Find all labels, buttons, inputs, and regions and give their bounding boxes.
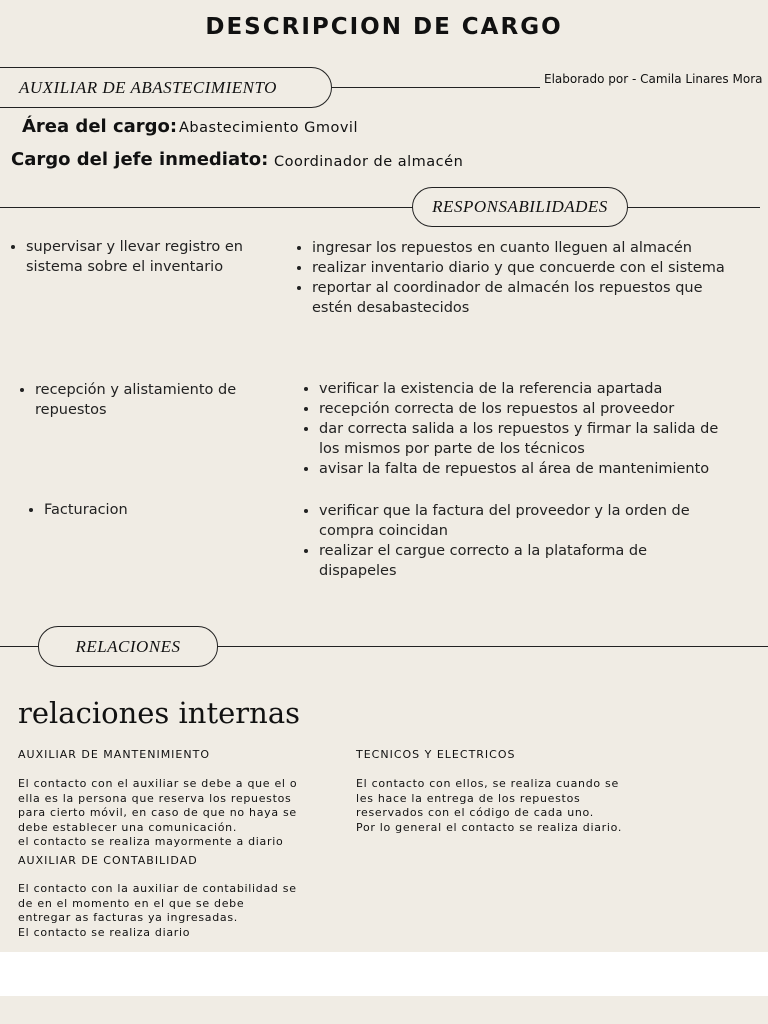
- cargo-pill: [0, 67, 332, 108]
- responsibility-main-item: • Facturacion: [44, 500, 244, 520]
- elaborado-por: Elaborado por - Camila Linares Mora: [544, 72, 763, 86]
- next-page-edge: [0, 996, 768, 1024]
- relation-text: El contacto con la auxiliar de contabilidad se de en el momento en el que se debe entregar as facturas ya ingresadas. El contacto se realiza diario: [18, 882, 297, 939]
- responsibility-main-item: • supervisar y llevar registro en sistema sobre el inventario: [26, 237, 291, 277]
- responsibility-detail-item: • reportar al coordinador de almacén los repuestos que estén desabastecidos: [312, 278, 732, 318]
- cargo-name: AUXILIAR DE ABASTECIMIENTO: [19, 77, 277, 97]
- responsibility-detail-item: • verificar que la factura del proveedor y la orden de compra coincidan: [319, 501, 729, 541]
- responsibility-detail-list: [294, 238, 732, 318]
- relaciones-internas-title: relaciones internas: [18, 696, 300, 730]
- jefe-value: Coordinador de almacén: [274, 154, 464, 170]
- document-title: DESCRIPCION DE CARGO: [205, 14, 563, 40]
- responsibility-main-list: [17, 380, 280, 420]
- responsibility-main-item: • recepción y alistamiento de repuestos: [35, 380, 280, 420]
- relation-text: El contacto con el auxiliar se debe a que el o ella es la persona que reserva los repuestos para cierto móvil, en caso de que no haya se debe establecer una comunicación. el contacto se realiza mayormente a diario: [18, 777, 298, 849]
- relation-text: El contacto con ellos, se realiza cuando se les hace la entrega de los repuestos reservados con el código de cada uno. Por lo general el contacto se realiza diario.: [356, 777, 623, 834]
- responsibility-main-list: [26, 500, 244, 520]
- responsibility-detail-item: • ingresar los repuestos en cuanto lleguen al almacén: [312, 238, 732, 258]
- relation-title: TECNICOS Y ELECTRICOS: [356, 748, 516, 761]
- responsabilidades-heading: RESPONSABILIDADES: [432, 197, 608, 216]
- relation-title: AUXILIAR DE MANTENIMIENTO: [18, 748, 210, 761]
- relation-title: AUXILIAR DE CONTABILIDAD: [18, 854, 198, 867]
- divider-line: [330, 87, 540, 88]
- responsibility-detail-item: • recepción correcta de los repuestos al proveedor: [319, 399, 739, 419]
- responsibility-detail-item: • realizar inventario diario y que concuerde con el sistema: [312, 258, 732, 278]
- responsabilidades-pill: [412, 187, 628, 227]
- relaciones-heading: RELACIONES: [75, 636, 181, 656]
- responsibility-detail-item: • verificar la existencia de la referencia apartada: [319, 379, 739, 399]
- responsibility-detail-item: • realizar el cargue correcto a la plataforma de dispapeles: [319, 541, 729, 581]
- responsibility-detail-item: • dar correcta salida a los repuestos y firmar la salida de los mismos por parte de los técnicos: [319, 419, 739, 459]
- responsibility-detail-list: [301, 501, 729, 581]
- responsibility-main-list: [8, 237, 291, 277]
- responsibility-detail-list: [301, 379, 739, 479]
- area-label: Área del cargo:: [22, 116, 178, 137]
- jefe-label: Cargo del jefe inmediato:: [11, 149, 269, 170]
- relaciones-pill: [38, 626, 218, 667]
- area-value: Abastecimiento Gmovil: [179, 120, 358, 136]
- divider-line: [0, 207, 760, 208]
- responsibility-detail-item: • avisar la falta de repuestos al área de mantenimiento: [319, 459, 739, 479]
